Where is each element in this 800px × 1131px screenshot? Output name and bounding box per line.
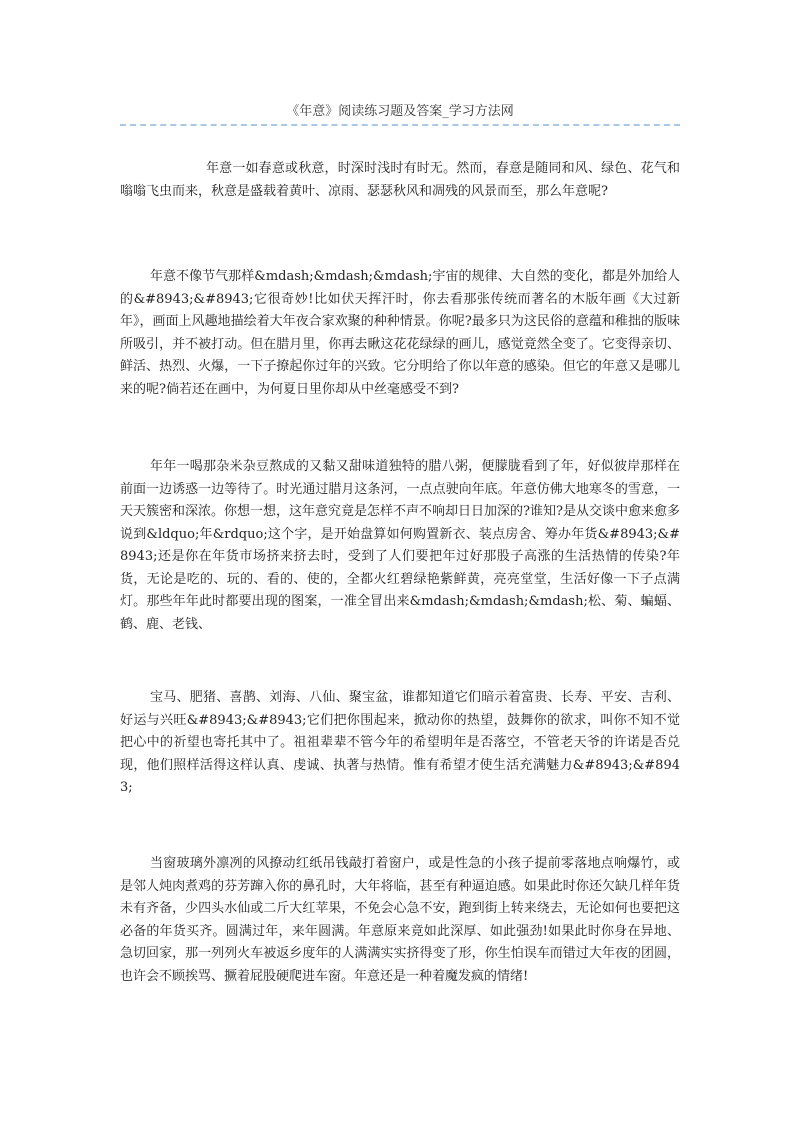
paragraph-2: 年意不像节气那样&mdash;&mdash;&mdash;宇宙的规律、大自然的变化，都是外加给人的&#8943;&#8943;它很奇妙!比如伏天挥汗时，你去看那张传统而著名的木版年画《大过新年》，画面上风趣地描绘着大年夜合家欢聚的种种情景。你呢?最多只为这民俗的意蕴和稚拙的版味所吸引，并不被打动。但在腊月里，你再去瞅这花花绿绿的画儿，感觉竟然全变了。它变得亲切、鲜活、热烈、火爆，一下子撩起你过年的兴致。它分明给了你以年意的感染。但它的年意又是哪儿来的呢?倘若还在画中，为何夏日里你却从中丝毫感受不到? <box>120 269 680 397</box>
page-title: 《年意》阅读练习题及答案_学习方法网 <box>286 104 514 119</box>
paragraph-5: 当窗玻璃外凛冽的风撩动红纸吊钱敲打着窗户，或是性急的小孩子提前零落地点响爆竹，或是邻人炖肉煮鸡的芬芳蹿入你的鼻孔时，大年将临，甚至有种逼迫感。如果此时你还欠缺几样年货未有齐备，少四头水仙或二斤大红苹果，不免会心急不安，跑到街上转来绕去，无论如何也要把这必备的年货买齐。圆满过年，来年圆满。年意原来竟如此深厚、如此强劲!如果此时你身在异地、急切回家，那一列列火车被返乡度年的人满满实实挤得变了形，你生怕误车而错过大年夜的团圆，也许会不顾挨骂、撅着屁股硬爬进车窗。年意还是一种着魔发疯的情绪! <box>120 856 680 984</box>
paragraph-4: 宝马、肥猪、喜鹊、刘海、八仙、聚宝盆，谁都知道它们暗示着富贵、长寿、平安、吉利、好运与兴旺&#8943;&#8943;它们把你围起来，掀动你的热望，鼓舞你的欲求，叫你不知不觉把心中的祈望也寄托其中了。祖祖辈辈不管今年的希望明年是否落空，不管老天爷的许诺是否兑现，他们照样活得这样认真、虔诚、执著与热情。惟有希望才使生活充满魅力&#8943;&#8943; <box>120 690 680 795</box>
paragraph-3: 年年一喝那杂米杂豆熬成的又黏又甜味道独特的腊八粥，便朦胧看到了年，好似彼岸那样在前面一边诱惑一边等待了。时光通过腊月这条河，一点点驶向年底。年意仿佛大地寒冬的雪意，一天天簇密和深浓。你想一想，这年意究竟是怎样不声不响却日日加深的?谁知?是从交谈中愈来愈多说到&ldquo;年&rdquo;这个字，是开始盘算如何购置新衣、装点房舍、筹办年货&#8943;&#8943;还是你在年货市场挤来挤去时，受到了人们要把年过好那股子高涨的生活热情的传染?年货，无论是吃的、玩的、看的、使的，全都火红碧绿艳紫鲜黄，亮亮堂堂，生活好像一下子点满灯。那些年年此时都要出现的图案，一准全冒出来&mdash;&mdash;&mdash;松、菊、蝙蝠、鹤、鹿、老钱、 <box>120 459 680 632</box>
paragraph-1: 年意一如春意或秋意，时深时浅时有时无。然而，春意是随同和风、绿色、花气和嗡嗡飞虫而来，秋意是盛载着黄叶、凉雨、瑟瑟秋风和凋残的风景而至，那么年意呢? <box>120 161 680 199</box>
title-divider <box>120 124 680 126</box>
